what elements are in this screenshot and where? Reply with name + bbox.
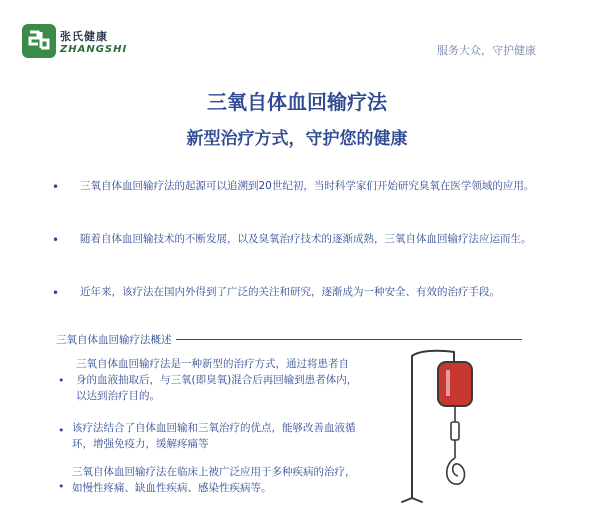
overview-heading (56, 332, 522, 347)
intro-text: 随着自体血回输技术的不断发展，以及臭氧治疗技术的逐渐成熟，三氧自体血回输疗法应运而生。 (80, 233, 532, 245)
logo-text-cn: 张氏健康 (60, 30, 108, 43)
bullet-icon: • (52, 180, 60, 194)
bullet-icon: • (58, 480, 65, 493)
intro-item (52, 231, 538, 247)
bullet-icon: • (58, 424, 65, 437)
intro-item (52, 178, 538, 194)
overview-item: 三氧自体血回输疗法在临床上被广泛应用于多种疾病的治疗，如慢性疼痛、缺血性疾病、感染性疾病等。 (72, 466, 356, 494)
overview-heading-text: 三氧自体血回输疗法概述 (56, 334, 172, 346)
page-subtitle: 新型治疗方式，守护您的健康 (186, 129, 408, 149)
intro-item (52, 284, 538, 300)
heading-rule (176, 339, 523, 340)
iv-bag-icon (398, 348, 500, 504)
overview-item: 三氧自体血回输疗法是一种新型的治疗方式，通过将患者自身的血液抽取后，与三氧(即臭氧)混合后再回输到患者体内，以达到治疗目的。 (76, 358, 358, 402)
bullet-icon: • (58, 374, 65, 387)
overview-item: 该疗法结合了自体血回输和三氧治疗的优点，能够改善血液循环，增强免疫力，缓解疼痛等 (72, 422, 356, 450)
bullet-icon: • (52, 233, 60, 247)
header-slogan: 服务大众，守护健康 (437, 44, 536, 57)
intro-text: 近年来，该疗法在国内外得到了广泛的关注和研究，逐渐成为一种安全、有效的治疗手段。 (80, 286, 500, 298)
intro-text: 三氧自体血回输疗法的起源可以追溯到20世纪初，当时科学家们开始研究臭氧在医学领域的应用。 (80, 180, 535, 192)
logo-text-en: ZHANGSHI (60, 44, 128, 55)
page-title: 三氧自体血回输疗法 (207, 90, 387, 114)
bullet-icon: • (52, 286, 60, 300)
